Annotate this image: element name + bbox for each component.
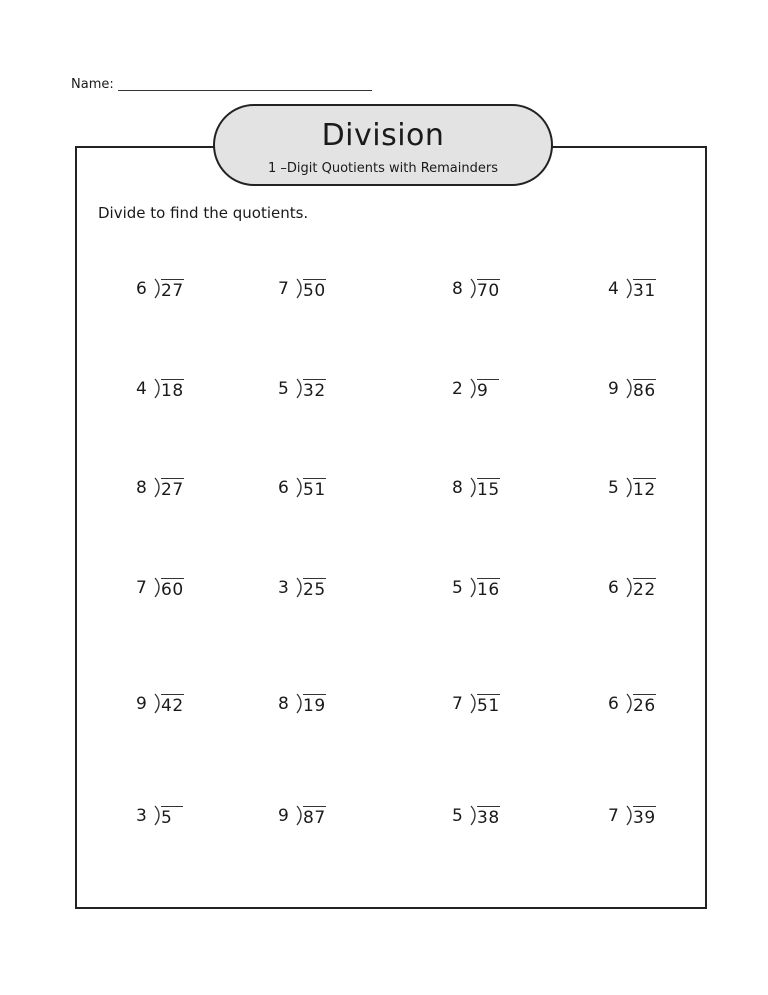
divisor: 5 bbox=[278, 379, 289, 399]
divisor: 9 bbox=[278, 806, 289, 826]
divisor: 7 bbox=[608, 806, 619, 826]
division-problem bbox=[608, 475, 698, 501]
divisor: 7 bbox=[278, 279, 289, 299]
name-field-line[interactable] bbox=[118, 89, 372, 91]
dividend: 39 bbox=[633, 808, 656, 828]
division-problem bbox=[452, 803, 542, 829]
dividend: 22 bbox=[633, 580, 656, 600]
name-row bbox=[71, 77, 372, 93]
division-problem bbox=[608, 575, 698, 601]
dividend: 5 bbox=[161, 806, 183, 828]
name-label: Name: bbox=[71, 77, 114, 92]
division-problem bbox=[278, 691, 368, 717]
divisor: 4 bbox=[608, 279, 619, 299]
worksheet-title: Division bbox=[321, 118, 445, 153]
divisor: 5 bbox=[608, 478, 619, 498]
divisor: 8 bbox=[136, 478, 147, 498]
dividend: 15 bbox=[477, 480, 500, 500]
division-problem bbox=[136, 575, 226, 601]
division-problem bbox=[452, 276, 542, 302]
dividend: 70 bbox=[477, 281, 500, 301]
divisor: 4 bbox=[136, 379, 147, 399]
dividend: 26 bbox=[633, 696, 656, 716]
division-problem bbox=[278, 803, 368, 829]
dividend: 60 bbox=[161, 580, 184, 600]
divisor: 7 bbox=[452, 694, 463, 714]
dividend: 86 bbox=[633, 381, 656, 401]
division-problem bbox=[452, 575, 542, 601]
title-badge bbox=[213, 104, 553, 186]
division-problem bbox=[278, 276, 368, 302]
division-problem bbox=[608, 276, 698, 302]
instructions: Divide to find the quotients. bbox=[98, 204, 309, 222]
divisor: 3 bbox=[278, 578, 289, 598]
division-problem bbox=[136, 276, 226, 302]
divisor: 8 bbox=[278, 694, 289, 714]
division-problem bbox=[136, 475, 226, 501]
worksheet-subtitle: 1 –Digit Quotients with Remainders bbox=[267, 161, 498, 176]
worksheet-frame bbox=[75, 146, 707, 909]
dividend: 9 bbox=[477, 379, 499, 401]
division-problem bbox=[136, 376, 226, 402]
division-problem bbox=[452, 376, 542, 402]
dividend: 51 bbox=[477, 696, 500, 716]
division-problem bbox=[452, 475, 542, 501]
dividend: 42 bbox=[161, 696, 184, 716]
division-problem bbox=[608, 376, 698, 402]
dividend: 18 bbox=[161, 381, 184, 401]
divisor: 8 bbox=[452, 478, 463, 498]
division-problem bbox=[278, 376, 368, 402]
divisor: 9 bbox=[136, 694, 147, 714]
dividend: 25 bbox=[303, 580, 326, 600]
dividend: 19 bbox=[303, 696, 326, 716]
dividend: 12 bbox=[633, 480, 656, 500]
divisor: 3 bbox=[136, 806, 147, 826]
divisor: 8 bbox=[452, 279, 463, 299]
divisor: 6 bbox=[608, 578, 619, 598]
division-problem bbox=[136, 803, 226, 829]
divisor: 6 bbox=[136, 279, 147, 299]
divisor: 5 bbox=[452, 578, 463, 598]
dividend: 27 bbox=[161, 281, 184, 301]
division-problem bbox=[278, 575, 368, 601]
divisor: 5 bbox=[452, 806, 463, 826]
dividend: 51 bbox=[303, 480, 326, 500]
divisor: 7 bbox=[136, 578, 147, 598]
dividend: 32 bbox=[303, 381, 326, 401]
divisor: 9 bbox=[608, 379, 619, 399]
dividend: 87 bbox=[303, 808, 326, 828]
divisor: 6 bbox=[608, 694, 619, 714]
dividend: 31 bbox=[633, 281, 656, 301]
divisor: 6 bbox=[278, 478, 289, 498]
division-problem bbox=[608, 691, 698, 717]
dividend: 50 bbox=[303, 281, 326, 301]
dividend: 27 bbox=[161, 480, 184, 500]
divisor: 2 bbox=[452, 379, 463, 399]
division-problem bbox=[608, 803, 698, 829]
division-problem bbox=[136, 691, 226, 717]
division-problem bbox=[452, 691, 542, 717]
dividend: 16 bbox=[477, 580, 500, 600]
dividend: 38 bbox=[477, 808, 500, 828]
division-problem bbox=[278, 475, 368, 501]
